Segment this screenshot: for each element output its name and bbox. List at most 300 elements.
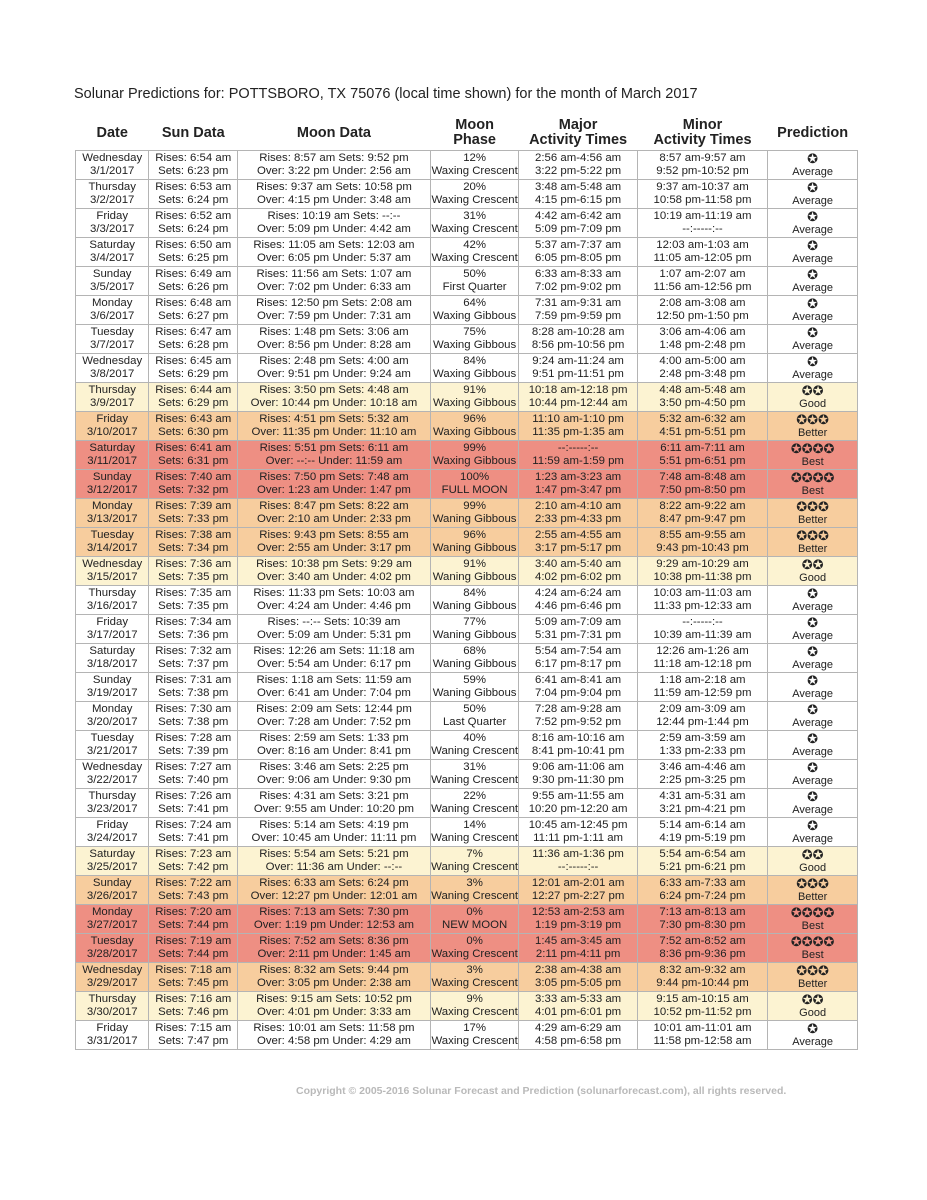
major-activity-cell [519,586,637,615]
major-time: 6:33 am-8:33 am [535,268,622,280]
sunset: Sets: 6:27 pm [158,310,229,322]
moon-data-cell [238,847,431,876]
minor-activity-cell [637,818,768,847]
rating-star-icons: ✪✪✪ [796,528,829,543]
moon-over-under: Over: 4:24 am Under: 4:46 pm [257,600,411,612]
sunrise: Rises: 7:36 am [155,558,232,570]
moon-illumination: 3% [466,877,483,889]
sunset: Sets: 7:42 pm [158,861,229,873]
major-time: 1:45 am-3:45 am [535,935,622,947]
moon-illumination: 0% [466,935,483,947]
major-time: 9:06 am-11:06 am [532,761,624,773]
minor-time: 3:21 pm-4:21 pm [659,803,746,815]
minor-activity-cell [637,470,768,499]
moon-over-under: Over: 11:36 am Under: --:-- [265,861,403,873]
moon-rise-set: Rises: 4:31 am Sets: 3:21 pm [259,790,409,802]
major-time: 4:46 pm-6:46 pm [535,600,622,612]
date-value: 3/29/2017 [86,977,138,989]
weekday: Friday [96,210,129,222]
major-activity-cell [519,934,637,963]
date-value: 3/27/2017 [86,919,138,931]
moon-rise-set: Rises: --:-- Sets: 10:39 am [267,616,401,628]
moon-over-under: Over: 8:16 am Under: 8:41 pm [257,745,411,757]
moon-phase-cell [430,238,519,267]
prediction-cell [768,296,858,325]
minor-time: 1:18 am-2:18 am [659,674,746,686]
moon-phase-cell [430,644,519,673]
moon-illumination: 0% [466,906,483,918]
moon-data-cell [238,325,431,354]
sunrise: Rises: 6:47 am [155,326,232,338]
rating-label: Average [792,224,833,236]
date-value: 3/12/2017 [86,484,138,496]
minor-time: 10:39 am-11:39 am [653,629,752,641]
date-value: 3/21/2017 [86,745,138,757]
moon-phase-name: Waning Crescent [431,861,519,873]
date-cell [76,441,149,470]
major-time: 3:05 pm-5:05 pm [535,977,622,989]
major-time: 3:33 am-5:33 am [535,993,622,1005]
minor-time: 11:05 am-12:05 pm [653,252,752,264]
rating-star-icons: ✪ [807,818,819,833]
major-time: 9:24 am-11:24 am [532,355,624,367]
date-value: 3/4/2017 [90,252,135,264]
sunset: Sets: 6:23 pm [158,165,229,177]
moon-data-cell [238,992,431,1021]
weekday: Tuesday [90,732,134,744]
moon-over-under: Over: 5:09 pm Under: 4:42 am [257,223,411,235]
weekday: Wednesday [82,558,143,570]
moon-phase-name: Waning Gibbous [432,542,517,554]
moon-phase-name: Waxing Crescent [431,165,518,177]
table-row [76,499,858,528]
minor-activity-cell [637,586,768,615]
date-cell [76,615,149,644]
major-time: 6:05 pm-8:05 pm [535,252,622,264]
moon-illumination: 96% [463,529,487,541]
major-activity-cell [519,238,637,267]
major-activity-cell [519,383,637,412]
minor-time: 7:52 am-8:52 am [659,935,746,947]
moon-data-cell [238,586,431,615]
sunset: Sets: 7:41 pm [158,803,229,815]
minor-activity-cell [637,151,768,180]
moon-illumination: 68% [463,645,487,657]
date-value: 3/25/2017 [86,861,138,873]
header-date: Date [96,124,128,141]
sunset: Sets: 7:43 pm [158,890,229,902]
major-time: 8:56 pm-10:56 pm [531,339,625,351]
table-row [76,151,858,180]
moon-data-cell [238,151,431,180]
date-value: 3/16/2017 [86,600,138,612]
major-activity-cell [519,180,637,209]
date-value: 3/22/2017 [86,774,138,786]
sun-data-cell [149,499,238,528]
moon-phase-cell [430,354,519,383]
minor-time: 2:08 am-3:08 am [659,297,746,309]
minor-time: 10:58 pm-11:58 pm [653,194,752,206]
table-row [76,818,858,847]
moon-data-cell [238,731,431,760]
major-time: 5:09 am-7:09 am [535,616,622,628]
table-row [76,557,858,586]
date-value: 3/1/2017 [90,165,135,177]
minor-time: 9:44 pm-10:44 pm [656,977,749,989]
rating-star-icons: ✪ [807,673,819,688]
table-row [76,412,858,441]
date-value: 3/10/2017 [86,426,138,438]
rating-star-icons: ✪✪✪ [796,412,829,427]
moon-illumination: 96% [463,413,487,425]
moon-rise-set: Rises: 5:54 am Sets: 5:21 pm [259,848,409,860]
sunrise: Rises: 6:48 am [155,297,232,309]
weekday: Thursday [88,181,136,193]
moon-data-cell [238,180,431,209]
date-cell [76,876,149,905]
major-activity-cell [519,412,637,441]
rating-star-icons: ✪✪ [801,557,824,572]
minor-time: 8:47 pm-9:47 pm [659,513,746,525]
minor-time: 10:01 am-11:01 am [653,1022,752,1034]
weekday: Monday [91,906,133,918]
major-activity-cell [519,789,637,818]
moon-data-cell [238,412,431,441]
sun-data-cell [149,702,238,731]
minor-activity-cell [637,354,768,383]
sunrise: Rises: 6:50 am [155,239,232,251]
date-value: 3/18/2017 [86,658,138,670]
minor-activity-cell [637,673,768,702]
rating-star-icons: ✪✪✪✪ [790,470,835,485]
moon-phase-name: Waning Gibbous [432,571,517,583]
prediction-cell [768,731,858,760]
sun-data-cell [149,847,238,876]
sunrise: Rises: 6:53 am [155,181,232,193]
moon-illumination: 84% [463,355,487,367]
date-cell [76,180,149,209]
prediction-cell [768,673,858,702]
date-cell [76,499,149,528]
rating-star-icons: ✪ [807,296,819,311]
sunset: Sets: 6:30 pm [158,426,229,438]
rating-label: Average [792,630,833,642]
sun-data-cell [149,818,238,847]
major-activity-cell [519,557,637,586]
date-value: 3/28/2017 [86,948,138,960]
weekday: Sunday [92,674,132,686]
moon-over-under: Over: 5:54 am Under: 6:17 pm [257,658,411,670]
sun-data-cell [149,760,238,789]
moon-phase-name: Waning Crescent [431,890,519,902]
date-value: 3/31/2017 [86,1035,138,1047]
sun-data-cell [149,1021,238,1050]
moon-phase-cell [430,499,519,528]
moon-data-cell [238,818,431,847]
weekday: Tuesday [90,326,134,338]
minor-activity-cell [637,731,768,760]
major-activity-cell [519,354,637,383]
moon-phase-cell [430,528,519,557]
moon-rise-set: Rises: 3:50 pm Sets: 4:48 am [259,384,409,396]
major-time: 11:36 am-1:36 pm [532,848,624,860]
moon-data-cell [238,615,431,644]
sunset: Sets: 7:32 pm [158,484,229,496]
moon-over-under: Over: 4:58 pm Under: 4:29 am [257,1035,411,1047]
sun-data-cell [149,151,238,180]
minor-time: 6:11 am-7:11 am [660,442,745,454]
table-row [76,325,858,354]
moon-phase-cell [430,789,519,818]
sun-data-cell [149,209,238,238]
sunset: Sets: 6:26 pm [158,281,229,293]
moon-rise-set: Rises: 5:14 am Sets: 4:19 pm [259,819,409,831]
major-time: 11:10 am-1:10 pm [532,413,624,425]
moon-phase-cell [430,470,519,499]
moon-data-cell [238,267,431,296]
major-time: 1:23 am-3:23 am [535,471,622,483]
moon-phase-cell [430,209,519,238]
minor-time: --:-----:-- [682,223,723,235]
prediction-cell [768,644,858,673]
sunset: Sets: 7:44 pm [158,919,229,931]
moon-rise-set: Rises: 7:13 am Sets: 7:30 pm [259,906,409,918]
sunset: Sets: 7:44 pm [158,948,229,960]
minor-time: 9:52 pm-10:52 pm [656,165,749,177]
rating-label: Average [792,717,833,729]
major-time: 2:11 pm-4:11 pm [535,948,621,960]
major-time: 3:40 am-5:40 am [535,558,622,570]
sun-data-cell [149,731,238,760]
weekday: Monday [91,703,133,715]
minor-activity-cell [637,296,768,325]
sunrise: Rises: 6:45 am [155,355,232,367]
moon-over-under: Over: 4:01 pm Under: 3:33 am [257,1006,411,1018]
date-cell [76,789,149,818]
minor-time: 11:58 pm-12:58 am [653,1035,752,1047]
moon-over-under: Over: 11:35 pm Under: 11:10 am [251,426,417,438]
rating-star-icons: ✪ [807,731,819,746]
moon-over-under: Over: 3:22 pm Under: 2:56 am [257,165,411,177]
sunset: Sets: 6:31 pm [158,455,229,467]
moon-rise-set: Rises: 12:50 pm Sets: 2:08 am [256,297,412,309]
moon-phase-name: Waxing Crescent [431,194,518,206]
rating-label: Best [801,949,824,961]
date-cell [76,702,149,731]
moon-over-under: Over: 10:44 pm Under: 10:18 am [250,397,418,409]
major-time: 4:24 am-6:24 am [535,587,622,599]
prediction-cell [768,818,858,847]
rating-star-icons: ✪✪ [801,847,824,862]
major-time: 7:52 pm-9:52 pm [535,716,622,728]
header-major-activity [519,116,637,151]
date-cell [76,992,149,1021]
sunset: Sets: 7:35 pm [158,571,229,583]
major-time: 4:02 pm-6:02 pm [535,571,622,583]
moon-phase-cell [430,151,519,180]
moon-rise-set: Rises: 8:32 am Sets: 9:44 pm [259,964,409,976]
moon-data-cell [238,963,431,992]
sun-data-cell [149,876,238,905]
prediction-cell [768,267,858,296]
major-time: 4:58 pm-6:58 pm [535,1035,622,1047]
date-value: 3/9/2017 [90,397,135,409]
moon-phase-name: Waxing Crescent [431,1035,518,1047]
sunrise: Rises: 7:40 am [155,471,232,483]
major-time: 3:48 am-5:48 am [535,181,622,193]
moon-phase-cell [430,441,519,470]
header-moon-phase [430,116,519,151]
major-activity-cell [519,876,637,905]
table-row [76,644,858,673]
moon-rise-set: Rises: 7:50 pm Sets: 7:48 am [259,471,409,483]
minor-time: 2:59 am-3:59 am [659,732,746,744]
moon-rise-set: Rises: 4:51 pm Sets: 5:32 am [259,413,409,425]
moon-rise-set: Rises: 11:33 pm Sets: 10:03 am [253,587,415,599]
sunrise: Rises: 6:52 am [155,210,232,222]
solunar-table [75,116,858,1050]
minor-time: 8:57 am-9:57 am [659,152,746,164]
moon-over-under: Over: 9:06 am Under: 9:30 pm [257,774,411,786]
date-cell [76,934,149,963]
moon-data-cell [238,354,431,383]
moon-phase-name: FULL MOON [441,484,508,496]
date-cell [76,847,149,876]
major-time: 8:41 pm-10:41 pm [531,745,625,757]
date-value: 3/2/2017 [90,194,135,206]
sunrise: Rises: 6:49 am [155,268,232,280]
table-row [76,731,858,760]
minor-time: 4:48 am-5:48 am [659,384,746,396]
weekday: Saturday [89,239,135,251]
minor-activity-cell [637,934,768,963]
sunset: Sets: 7:40 pm [158,774,229,786]
major-time: 9:51 pm-11:51 pm [532,368,624,380]
major-activity-cell [519,209,637,238]
prediction-cell [768,992,858,1021]
moon-over-under: Over: 3:40 am Under: 4:02 pm [257,571,411,583]
weekday: Sunday [92,471,132,483]
moon-illumination: 17% [463,1022,487,1034]
moon-phase-name: Waning Gibbous [432,629,517,641]
sunrise: Rises: 7:23 am [155,848,232,860]
minor-activity-cell [637,789,768,818]
rating-label: Average [792,746,833,758]
major-time: 4:42 am-6:42 am [535,210,622,222]
moon-phase-cell [430,1021,519,1050]
table-row [76,528,858,557]
sun-data-cell [149,934,238,963]
moon-data-cell [238,441,431,470]
weekday: Sunday [92,877,132,889]
table-row [76,209,858,238]
sunset: Sets: 7:38 pm [158,687,229,699]
rating-star-icons: ✪ [807,1021,819,1036]
moon-phase-name: Waxing Gibbous [433,368,517,380]
major-time: 2:33 pm-4:33 pm [535,513,622,525]
moon-rise-set: Rises: 8:57 am Sets: 9:52 pm [259,152,409,164]
minor-time: 3:06 am-4:06 am [659,326,746,338]
moon-rise-set: Rises: 9:37 am Sets: 10:58 pm [256,181,412,193]
sunrise: Rises: 7:27 am [155,761,232,773]
prediction-cell [768,209,858,238]
moon-rise-set: Rises: 9:43 pm Sets: 8:55 am [259,529,409,541]
sunset: Sets: 6:25 pm [158,252,229,264]
minor-time: 5:54 am-6:54 am [659,848,746,860]
sunrise: Rises: 7:15 am [155,1022,232,1034]
moon-phase-name: Waning Crescent [431,803,519,815]
moon-over-under: Over: 2:11 pm Under: 1:45 am [257,948,411,960]
date-cell [76,673,149,702]
date-cell [76,644,149,673]
major-time: 2:38 am-4:38 am [535,964,622,976]
moon-over-under: Over: 7:02 pm Under: 6:33 am [257,281,411,293]
moon-phase-name: Waning Gibbous [432,658,517,670]
moon-phase-cell [430,847,519,876]
date-value: 3/19/2017 [86,687,138,699]
rating-star-icons: ✪ [807,702,819,717]
minor-time: 3:46 am-4:46 am [659,761,746,773]
rating-star-icons: ✪ [807,615,819,630]
minor-time: 1:07 am-2:07 am [659,268,746,280]
minor-time: 5:32 am-6:32 am [659,413,746,425]
moon-phase-cell [430,586,519,615]
moon-rise-set: Rises: 5:51 pm Sets: 6:11 am [259,442,409,454]
rating-label: Better [797,514,828,526]
minor-time: 8:55 am-9:55 am [659,529,746,541]
table-row [76,963,858,992]
sun-data-cell [149,267,238,296]
moon-over-under: Over: 5:09 am Under: 5:31 pm [257,629,411,641]
minor-time: 5:14 am-6:14 am [659,819,746,831]
moon-rise-set: Rises: 2:09 am Sets: 12:44 pm [256,703,412,715]
minor-time: 10:52 pm-11:52 pm [653,1006,752,1018]
prediction-cell [768,789,858,818]
table-row [76,238,858,267]
moon-illumination: 59% [463,674,487,686]
date-cell [76,238,149,267]
moon-phase-cell [430,905,519,934]
sun-data-cell [149,557,238,586]
moon-illumination: 3% [466,964,483,976]
major-time: 7:02 pm-9:02 pm [535,281,622,293]
moon-over-under: Over: 6:05 pm Under: 5:37 am [257,252,411,264]
minor-activity-cell [637,876,768,905]
moon-rise-set: Rises: 1:18 am Sets: 11:59 am [256,674,412,686]
sun-data-cell [149,470,238,499]
table-row [76,354,858,383]
moon-phase-name: Waxing Crescent [431,223,518,235]
sunrise: Rises: 7:31 am [155,674,232,686]
date-value: 3/15/2017 [86,571,138,583]
rating-star-icons: ✪ [807,151,819,166]
major-activity-cell [519,499,637,528]
moon-rise-set: Rises: 3:46 am Sets: 2:25 pm [259,761,409,773]
sunrise: Rises: 7:39 am [155,500,232,512]
date-value: 3/17/2017 [86,629,138,641]
minor-time: 7:13 am-8:13 am [659,906,746,918]
moon-over-under: Over: 9:51 pm Under: 9:24 am [257,368,411,380]
weekday: Friday [96,1022,129,1034]
prediction-cell [768,876,858,905]
minor-activity-cell [637,412,768,441]
rating-star-icons: ✪ [807,238,819,253]
moon-data-cell [238,934,431,963]
major-activity-cell [519,267,637,296]
major-time: 5:09 pm-7:09 pm [535,223,622,235]
weekday: Tuesday [90,935,134,947]
minor-activity-cell [637,760,768,789]
